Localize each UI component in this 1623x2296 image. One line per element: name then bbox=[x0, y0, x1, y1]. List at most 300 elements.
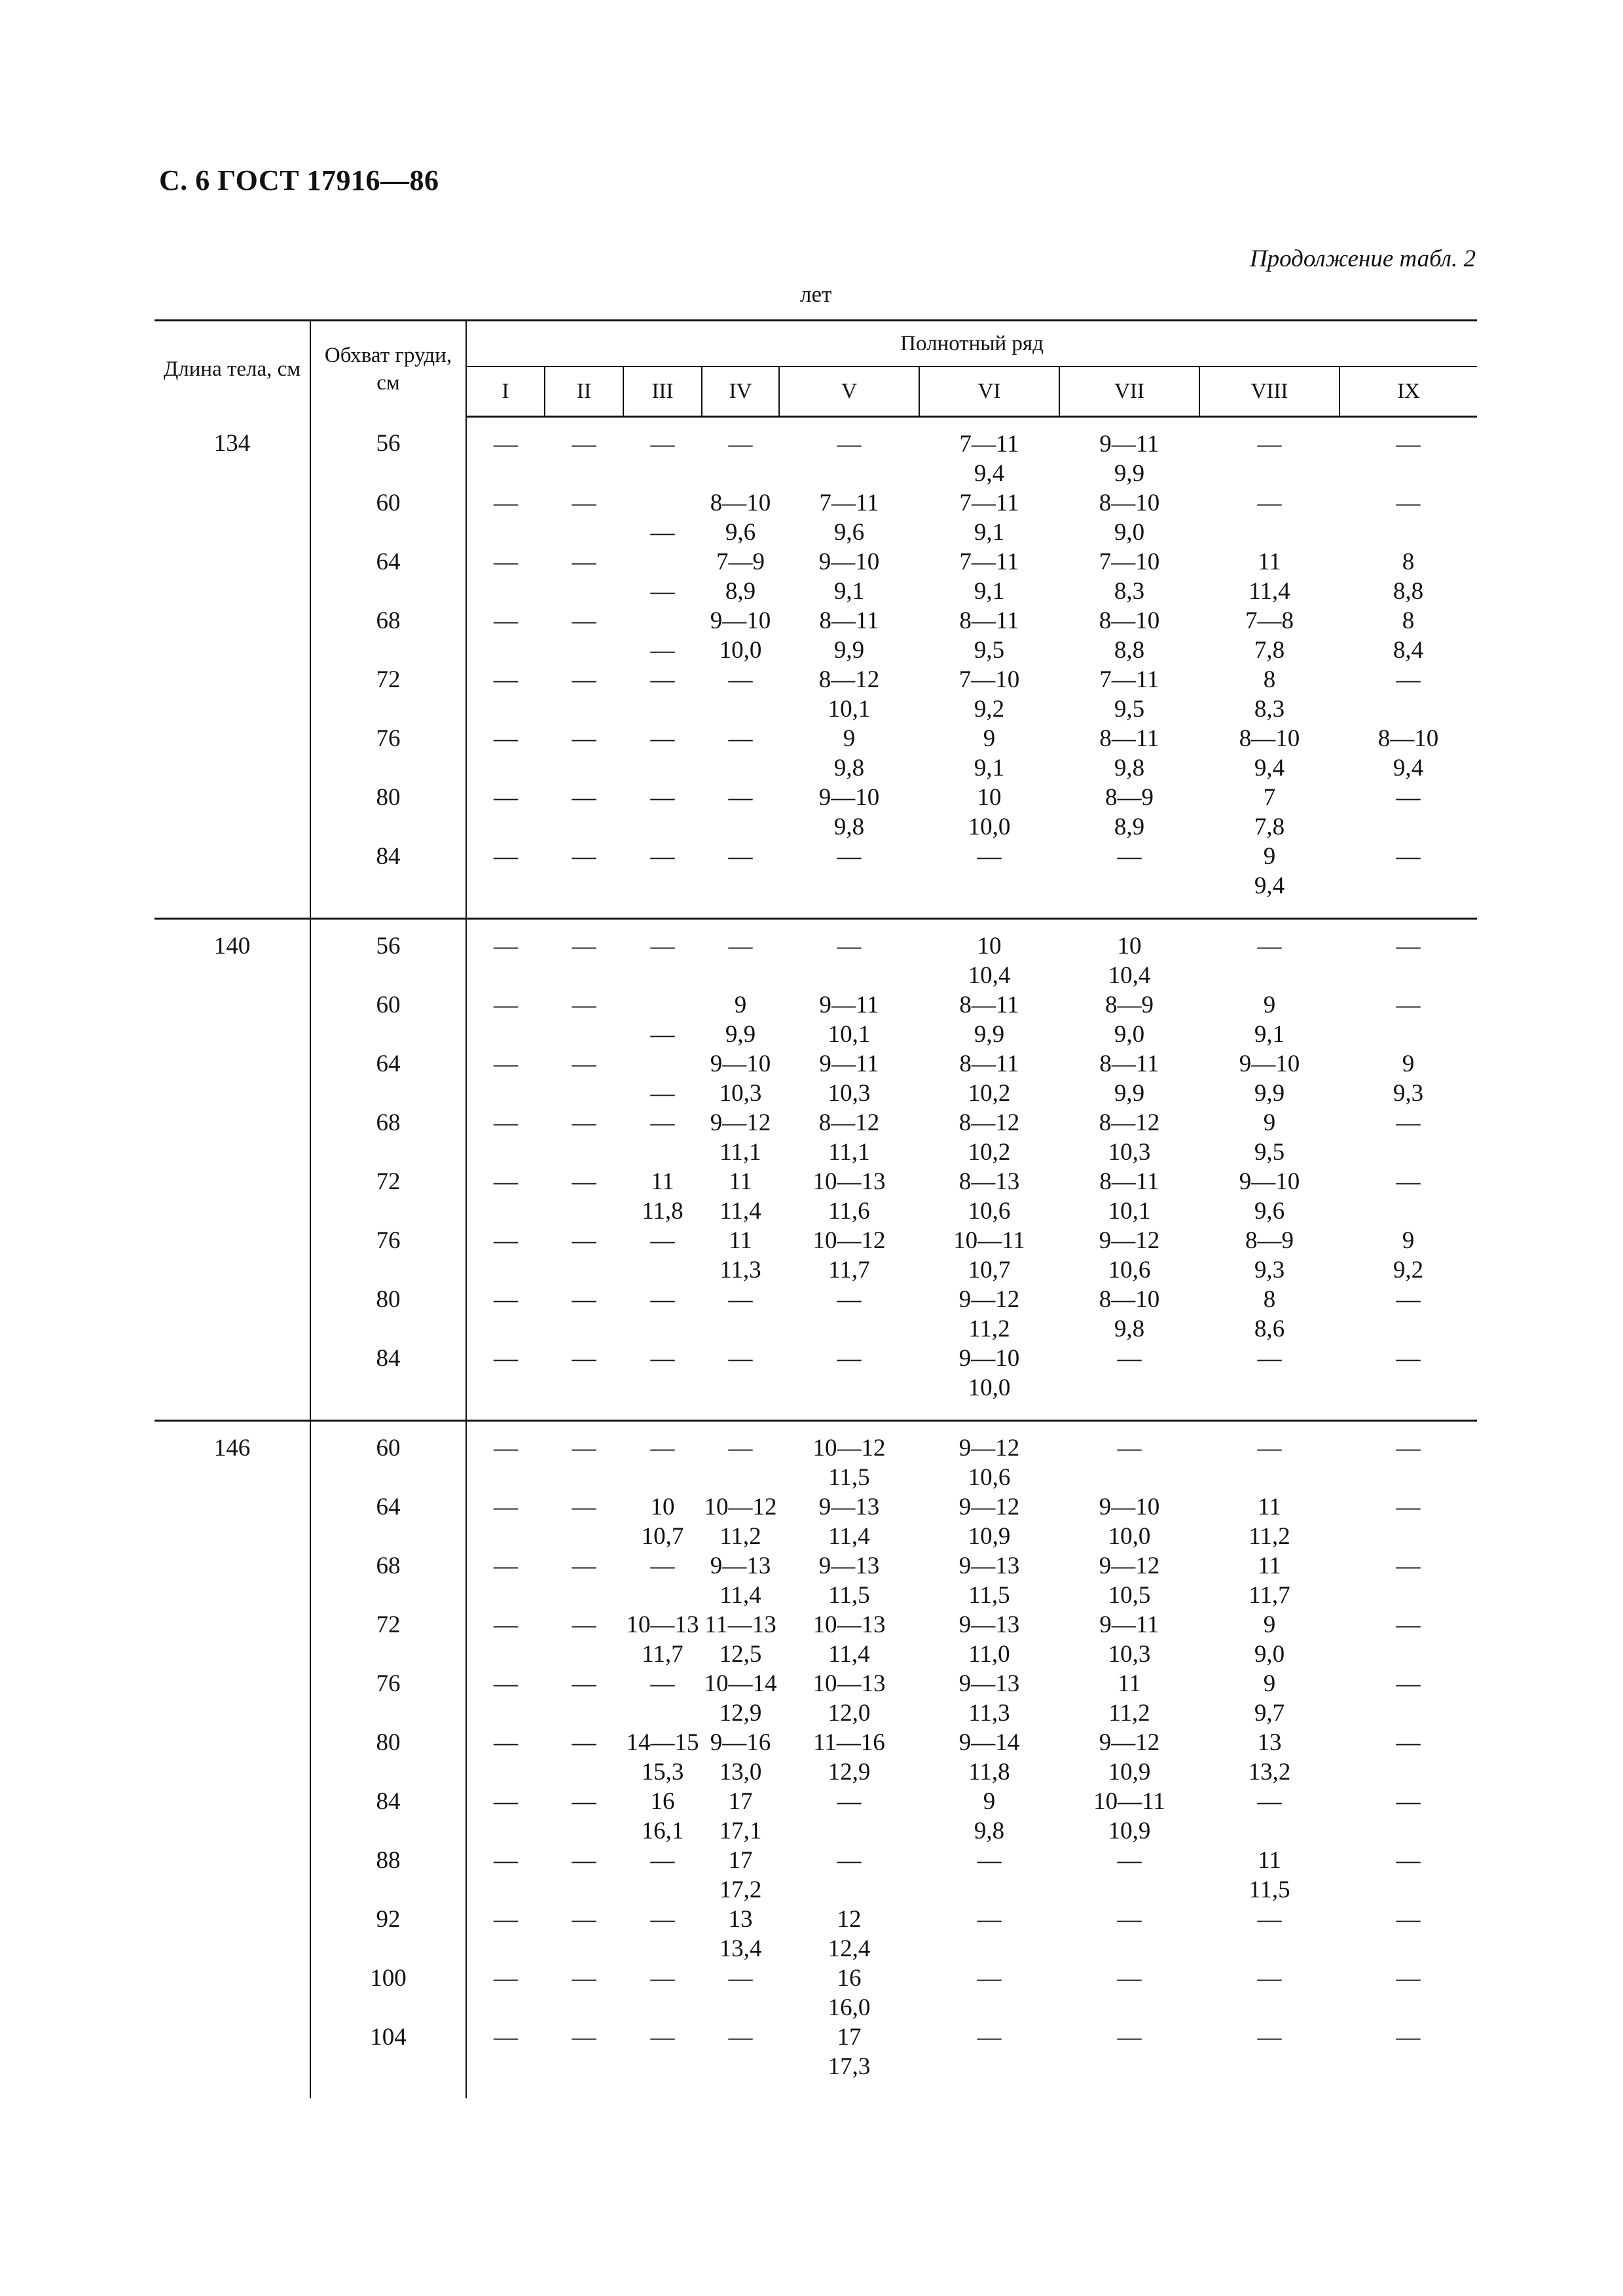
age-average: 11,6 bbox=[828, 1198, 870, 1225]
table-row bbox=[155, 665, 1477, 724]
age-average: 9,1 bbox=[974, 755, 1005, 781]
age-cell bbox=[623, 665, 702, 724]
age-average: 9,9 bbox=[725, 1021, 756, 1048]
age-range: — bbox=[572, 1965, 596, 1992]
age-average: 11,7 bbox=[1249, 1582, 1290, 1609]
age-average: 8,9 bbox=[1114, 814, 1145, 840]
age-range: 8—10 bbox=[710, 490, 771, 516]
age-average: 8,3 bbox=[1114, 578, 1145, 605]
age-range: — bbox=[494, 1435, 518, 1462]
age-range: 8—13 bbox=[958, 1168, 1020, 1195]
age-cell bbox=[1340, 990, 1477, 1049]
age-range: 10—12 bbox=[812, 1435, 886, 1462]
age-average: 12,4 bbox=[828, 1935, 871, 1962]
age-range: — bbox=[572, 1552, 596, 1579]
age-average: — bbox=[650, 519, 675, 546]
age-cell bbox=[702, 919, 779, 991]
age-average: 11,1 bbox=[828, 1139, 870, 1166]
age-average: 10,3 bbox=[719, 1080, 762, 1107]
age-range: 10—14 bbox=[704, 1670, 777, 1697]
table-row bbox=[155, 1492, 1477, 1551]
age-cell bbox=[623, 1285, 702, 1344]
age-average: 9,0 bbox=[1254, 1641, 1285, 1668]
age-range: — bbox=[1396, 843, 1421, 870]
age-average: 9,1 bbox=[833, 578, 865, 605]
age-cell bbox=[919, 1728, 1059, 1787]
age-range: 8—9 bbox=[1105, 784, 1154, 811]
age-range: 9—11 bbox=[819, 1050, 879, 1077]
age-range: 8—9 bbox=[1245, 1227, 1294, 1254]
age-cell bbox=[466, 1344, 545, 1421]
age-range: — bbox=[572, 1670, 596, 1697]
age-range: 9 bbox=[843, 725, 856, 752]
age-range: 8—12 bbox=[1099, 1109, 1160, 1136]
age-average: 11,3 bbox=[968, 1700, 1010, 1727]
age-average: 11,3 bbox=[720, 1257, 761, 1283]
age-cell bbox=[1340, 547, 1477, 606]
size-table bbox=[155, 319, 1477, 2098]
age-range: — bbox=[728, 431, 753, 457]
age-range: — bbox=[1117, 1847, 1142, 1874]
age-average: 11,4 bbox=[828, 1523, 870, 1550]
body-length-cell bbox=[155, 665, 310, 724]
age-cell bbox=[545, 990, 623, 1049]
age-cell bbox=[1199, 488, 1340, 547]
age-cell bbox=[919, 1108, 1059, 1167]
age-range: — bbox=[572, 490, 596, 516]
age-average: 9,0 bbox=[1114, 1021, 1145, 1048]
table-continuation-caption: Продолжение табл. 2 bbox=[1249, 245, 1476, 272]
chest-girth-cell: 100 bbox=[310, 1964, 466, 2022]
age-range: — bbox=[494, 607, 518, 634]
age-cell bbox=[919, 1551, 1059, 1610]
body-length-cell bbox=[155, 547, 310, 606]
age-cell bbox=[702, 1226, 779, 1285]
chest-girth-cell: 80 bbox=[310, 783, 466, 842]
age-average: 8,6 bbox=[1254, 1316, 1285, 1342]
age-range: 11 bbox=[1258, 1552, 1281, 1579]
age-range: — bbox=[728, 933, 753, 960]
age-cell bbox=[545, 1669, 623, 1728]
age-cell bbox=[545, 1551, 623, 1610]
age-range: 8—12 bbox=[818, 1109, 880, 1136]
age-cell bbox=[1199, 1492, 1340, 1551]
body-length-cell bbox=[155, 1905, 310, 1964]
age-range: — bbox=[977, 1965, 1002, 1992]
age-average: 9,2 bbox=[974, 696, 1005, 723]
age-cell bbox=[1340, 2022, 1477, 2098]
age-range: — bbox=[494, 490, 518, 516]
age-range: — bbox=[728, 843, 753, 870]
chest-girth-cell: 68 bbox=[310, 1551, 466, 1610]
column-header-series-4: IV bbox=[702, 367, 779, 417]
age-range: 7—10 bbox=[1099, 548, 1160, 575]
body-length-cell bbox=[155, 488, 310, 547]
age-average: 11,5 bbox=[828, 1582, 870, 1609]
body-length-cell bbox=[155, 1610, 310, 1669]
chest-girth-cell: 92 bbox=[310, 1905, 466, 1964]
age-range: 7 bbox=[1263, 784, 1276, 811]
table-row bbox=[155, 1728, 1477, 1787]
age-cell bbox=[545, 417, 623, 489]
age-range: 11—16 bbox=[813, 1729, 885, 1756]
age-average: 10,1 bbox=[828, 696, 871, 723]
body-length-cell bbox=[155, 1226, 310, 1285]
age-cell bbox=[1059, 1728, 1199, 1787]
age-cell bbox=[702, 665, 779, 724]
age-range: 11 bbox=[1258, 1847, 1281, 1874]
age-range: — bbox=[494, 1286, 518, 1313]
chest-girth-cell: 72 bbox=[310, 665, 466, 724]
age-cell bbox=[919, 1964, 1059, 2022]
age-range: — bbox=[572, 1847, 596, 1874]
age-cell bbox=[1340, 606, 1477, 665]
age-range bbox=[623, 606, 702, 636]
age-cell bbox=[466, 547, 545, 606]
table-row bbox=[155, 1846, 1477, 1905]
age-range: — bbox=[650, 1965, 675, 1992]
age-cell bbox=[1340, 1421, 1477, 1493]
age-average: 10,2 bbox=[968, 1139, 1011, 1166]
age-cell bbox=[919, 1787, 1059, 1846]
age-range: 9 bbox=[734, 992, 747, 1018]
chest-girth-cell: 76 bbox=[310, 1669, 466, 1728]
age-range: 8—10 bbox=[1099, 490, 1160, 516]
age-range: — bbox=[494, 548, 518, 575]
age-cell bbox=[623, 1421, 702, 1493]
age-range: 12 bbox=[837, 1906, 862, 1933]
age-range: — bbox=[650, 1906, 675, 1933]
age-cell bbox=[1340, 1108, 1477, 1167]
age-cell bbox=[702, 1905, 779, 1964]
age-cell bbox=[702, 724, 779, 783]
age-cell bbox=[1340, 665, 1477, 724]
age-cell bbox=[702, 990, 779, 1049]
age-range: 10—13 bbox=[812, 1670, 886, 1697]
age-cell bbox=[545, 1421, 623, 1493]
age-cell bbox=[919, 1226, 1059, 1285]
age-range: — bbox=[650, 666, 675, 693]
age-cell bbox=[623, 417, 702, 489]
age-average: 9,9 bbox=[974, 1021, 1005, 1048]
age-range: — bbox=[572, 607, 596, 634]
age-cell bbox=[1059, 1167, 1199, 1226]
age-average: 9,9 bbox=[833, 637, 865, 664]
age-average: 9,1 bbox=[974, 519, 1005, 546]
age-range: — bbox=[1396, 1729, 1421, 1756]
age-cell bbox=[545, 1610, 623, 1669]
age-cell bbox=[545, 606, 623, 665]
age-range: — bbox=[1396, 992, 1421, 1018]
age-average: 10,3 bbox=[828, 1080, 871, 1107]
age-cell bbox=[466, 842, 545, 919]
age-cell bbox=[1059, 1421, 1199, 1493]
age-cell bbox=[1059, 1551, 1199, 1610]
age-average: 10,7 bbox=[641, 1523, 684, 1550]
age-cell bbox=[702, 1049, 779, 1108]
age-range: 11—13 bbox=[704, 1611, 776, 1638]
age-cell bbox=[1340, 842, 1477, 919]
age-cell bbox=[779, 1167, 919, 1226]
body-length-cell bbox=[155, 1669, 310, 1728]
age-cell bbox=[1199, 417, 1340, 489]
age-range: — bbox=[494, 1494, 518, 1520]
age-range: — bbox=[1396, 1906, 1421, 1933]
age-range: 10—13 bbox=[812, 1611, 886, 1638]
age-average: 12,9 bbox=[828, 1759, 871, 1785]
age-range: 9—12 bbox=[1099, 1227, 1160, 1254]
age-average: 11,5 bbox=[1249, 1876, 1290, 1903]
age-range: — bbox=[494, 784, 518, 811]
age-average: 10,7 bbox=[968, 1257, 1011, 1283]
age-cell bbox=[1059, 990, 1199, 1049]
age-average: 9,8 bbox=[974, 1818, 1005, 1844]
age-range bbox=[623, 990, 702, 1020]
age-cell bbox=[623, 1964, 702, 2022]
age-range: — bbox=[837, 843, 862, 870]
age-cell bbox=[1199, 1610, 1340, 1669]
age-average: 17,1 bbox=[719, 1818, 762, 1844]
units-label: лет bbox=[800, 281, 832, 307]
age-cell bbox=[545, 2022, 623, 2098]
age-range: 9—10 bbox=[818, 548, 880, 575]
age-range: 10—12 bbox=[704, 1494, 777, 1520]
age-cell bbox=[1340, 1285, 1477, 1344]
age-average: 9,5 bbox=[974, 637, 1005, 664]
age-range: — bbox=[1257, 2024, 1282, 2051]
table-row bbox=[155, 1049, 1477, 1108]
age-range: 8 bbox=[1402, 548, 1415, 575]
age-range: — bbox=[494, 666, 518, 693]
age-cell bbox=[1340, 724, 1477, 783]
chest-girth-cell: 68 bbox=[310, 606, 466, 665]
age-cell bbox=[1059, 1049, 1199, 1108]
age-cell bbox=[919, 2022, 1059, 2098]
age-range: — bbox=[1117, 1906, 1142, 1933]
age-cell bbox=[466, 665, 545, 724]
age-range: 9—12 bbox=[1099, 1729, 1160, 1756]
age-average: 11,4 bbox=[720, 1582, 761, 1609]
age-average: 9,4 bbox=[1254, 872, 1285, 899]
body-length-cell bbox=[155, 724, 310, 783]
age-range: 9—13 bbox=[818, 1494, 880, 1520]
age-average: 10,9 bbox=[1108, 1759, 1151, 1785]
age-cell bbox=[466, 2022, 545, 2098]
age-range: 7—8 bbox=[1245, 607, 1294, 634]
age-range: — bbox=[572, 1109, 596, 1136]
age-range: — bbox=[650, 725, 675, 752]
age-range: 17 bbox=[728, 1788, 753, 1815]
age-range: 9—12 bbox=[958, 1286, 1020, 1313]
age-cell bbox=[623, 783, 702, 842]
age-range: 9—11 bbox=[819, 992, 879, 1018]
age-average: 16,1 bbox=[641, 1818, 684, 1844]
age-range: 13 bbox=[728, 1906, 753, 1933]
age-cell bbox=[623, 488, 702, 547]
age-cell bbox=[919, 1167, 1059, 1226]
age-range: 8—10 bbox=[1099, 1286, 1160, 1313]
age-cell bbox=[466, 1964, 545, 2022]
body-length-cell bbox=[155, 1049, 310, 1108]
age-range: 10—12 bbox=[812, 1227, 886, 1254]
age-cell bbox=[1340, 1167, 1477, 1226]
age-cell bbox=[1059, 842, 1199, 919]
table-row bbox=[155, 488, 1477, 547]
table-row bbox=[155, 2022, 1477, 2098]
age-average: 10,5 bbox=[1108, 1582, 1151, 1609]
table-row bbox=[155, 1421, 1477, 1493]
age-average: 9,6 bbox=[1254, 1198, 1285, 1225]
age-cell bbox=[919, 1049, 1059, 1108]
age-cell bbox=[702, 1610, 779, 1669]
age-cell bbox=[623, 1049, 702, 1108]
age-cell bbox=[466, 1285, 545, 1344]
age-cell bbox=[1059, 417, 1199, 489]
age-cell bbox=[1059, 606, 1199, 665]
age-range: — bbox=[572, 1227, 596, 1254]
age-cell bbox=[545, 842, 623, 919]
age-cell bbox=[1340, 1049, 1477, 1108]
age-cell bbox=[1199, 1787, 1340, 1846]
age-range: — bbox=[728, 1345, 753, 1372]
age-range: — bbox=[1396, 490, 1421, 516]
age-range: — bbox=[572, 843, 596, 870]
body-length-cell bbox=[155, 1551, 310, 1610]
age-range: 10 bbox=[977, 933, 1002, 960]
age-range: 8—11 bbox=[1099, 725, 1159, 752]
table-row bbox=[155, 990, 1477, 1049]
age-average: 10,6 bbox=[1108, 1257, 1151, 1283]
age-average: 9,9 bbox=[1114, 1080, 1145, 1107]
table-row bbox=[155, 1905, 1477, 1964]
age-range: 9 bbox=[983, 1788, 996, 1815]
age-cell bbox=[919, 1905, 1059, 1964]
age-range: 9—13 bbox=[958, 1611, 1020, 1638]
age-cell bbox=[919, 842, 1059, 919]
chest-girth-cell: 88 bbox=[310, 1846, 466, 1905]
age-average: 9,5 bbox=[1114, 696, 1145, 723]
age-range: — bbox=[572, 548, 596, 575]
column-group-header-fullness: Полнотный ряд bbox=[466, 321, 1477, 367]
age-range: 11 bbox=[651, 1168, 674, 1195]
age-range: — bbox=[1396, 784, 1421, 811]
age-cell bbox=[1199, 919, 1340, 991]
age-range: 9—10 bbox=[958, 1345, 1020, 1372]
table-row bbox=[155, 1669, 1477, 1728]
age-range: — bbox=[1257, 1345, 1282, 1372]
age-cell bbox=[919, 724, 1059, 783]
body-length-cell bbox=[155, 783, 310, 842]
age-cell bbox=[466, 1108, 545, 1167]
age-cell bbox=[702, 1846, 779, 1905]
table-row bbox=[155, 1226, 1477, 1285]
age-average: 11,2 bbox=[1108, 1700, 1150, 1727]
age-range: — bbox=[494, 843, 518, 870]
age-cell bbox=[1199, 2022, 1340, 2098]
age-cell bbox=[1340, 1846, 1477, 1905]
age-average: 9,6 bbox=[725, 519, 756, 546]
age-range: 9 bbox=[1263, 843, 1276, 870]
age-cell bbox=[779, 606, 919, 665]
age-cell bbox=[779, 2022, 919, 2098]
age-average: 10,9 bbox=[1108, 1818, 1151, 1844]
age-range: 9 bbox=[1263, 1670, 1276, 1697]
age-range: 16 bbox=[837, 1965, 862, 1992]
age-range: 7—11 bbox=[819, 490, 879, 516]
age-average: 10,3 bbox=[1108, 1641, 1151, 1668]
age-range: 10 bbox=[650, 1494, 675, 1520]
age-average: 8,8 bbox=[1114, 637, 1145, 664]
age-cell bbox=[1340, 1551, 1477, 1610]
age-cell bbox=[545, 1285, 623, 1344]
chest-girth-cell: 56 bbox=[310, 417, 466, 489]
age-average: 11,7 bbox=[642, 1641, 684, 1668]
age-cell bbox=[1199, 1964, 1340, 2022]
age-range: — bbox=[1396, 1788, 1421, 1815]
age-cell bbox=[779, 1551, 919, 1610]
chest-girth-cell: 64 bbox=[310, 1049, 466, 1108]
age-cell bbox=[779, 1787, 919, 1846]
age-cell bbox=[919, 1421, 1059, 1493]
age-range: — bbox=[572, 1494, 596, 1520]
age-range: 8 bbox=[1402, 607, 1415, 634]
age-range: — bbox=[650, 1847, 675, 1874]
age-average: — bbox=[650, 1021, 675, 1048]
age-range: — bbox=[1257, 490, 1282, 516]
age-cell bbox=[545, 1964, 623, 2022]
age-range: — bbox=[977, 843, 1002, 870]
age-average: 11,7 bbox=[828, 1257, 870, 1283]
age-cell bbox=[1340, 488, 1477, 547]
age-range: 9—10 bbox=[1099, 1494, 1160, 1520]
age-cell bbox=[623, 1167, 702, 1226]
age-range: — bbox=[572, 725, 596, 752]
age-range: — bbox=[1396, 1345, 1421, 1372]
age-cell bbox=[623, 842, 702, 919]
age-range: 10—11 bbox=[1093, 1788, 1165, 1815]
table-row bbox=[155, 724, 1477, 783]
age-range: 13 bbox=[1257, 1729, 1282, 1756]
age-range: 9—12 bbox=[958, 1494, 1020, 1520]
age-cell bbox=[623, 606, 702, 665]
body-length-cell bbox=[155, 990, 310, 1049]
age-cell bbox=[1059, 1610, 1199, 1669]
age-range: — bbox=[650, 1286, 675, 1313]
age-range: 8—10 bbox=[1099, 607, 1160, 634]
age-average: 9,6 bbox=[833, 519, 865, 546]
age-cell bbox=[1059, 1905, 1199, 1964]
age-cell bbox=[702, 1551, 779, 1610]
age-range: 10—13 bbox=[812, 1168, 886, 1195]
age-average: — bbox=[650, 1080, 675, 1107]
age-cell bbox=[702, 417, 779, 489]
age-range: 10—13 bbox=[626, 1611, 699, 1638]
age-cell bbox=[466, 417, 545, 489]
age-range: — bbox=[1396, 431, 1421, 457]
age-average: 17,2 bbox=[719, 1876, 762, 1903]
age-range: 7—11 bbox=[959, 490, 1019, 516]
column-header-chest: Обхват груди, см bbox=[310, 321, 466, 417]
age-range: — bbox=[728, 1286, 753, 1313]
age-cell bbox=[779, 1905, 919, 1964]
age-cell bbox=[1199, 665, 1340, 724]
age-cell bbox=[779, 1492, 919, 1551]
age-range: — bbox=[977, 1847, 1002, 1874]
age-cell bbox=[702, 1964, 779, 2022]
age-cell bbox=[466, 919, 545, 991]
age-cell bbox=[545, 1167, 623, 1226]
age-average: 12,9 bbox=[719, 1700, 762, 1727]
